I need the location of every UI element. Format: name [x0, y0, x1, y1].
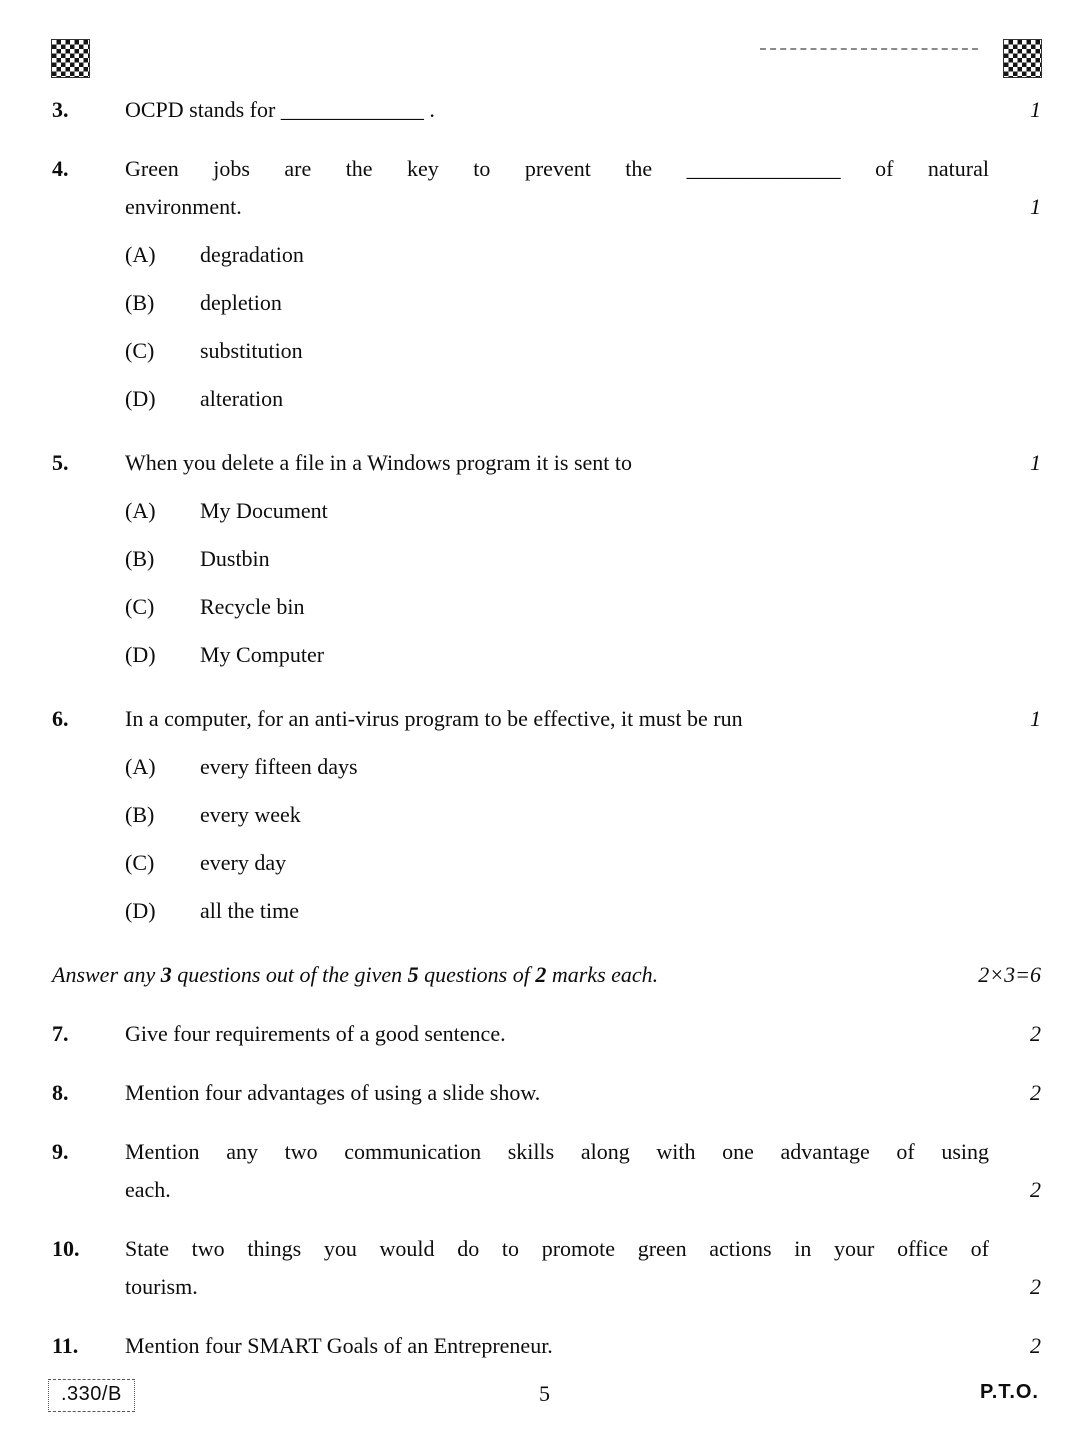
option-label: (A) [125, 242, 156, 267]
option-a [125, 743, 1041, 791]
dashed-tear-line [760, 48, 978, 50]
question-text [125, 1230, 989, 1306]
page-number: 5 [539, 1381, 550, 1406]
option-label: (B) [125, 546, 155, 571]
instruction-marks: 2×3=6 [978, 962, 1041, 987]
option-label: (A) [125, 754, 156, 779]
question-number: 8. [52, 1080, 69, 1105]
question-text-line: tourism. [125, 1274, 198, 1299]
option-text: My Computer [200, 642, 325, 667]
question-number: 7. [52, 1021, 69, 1046]
option-text: Recycle bin [200, 594, 305, 619]
question-number: 9. [52, 1139, 69, 1164]
question-head [52, 1327, 1041, 1365]
question-number: 6. [52, 706, 69, 731]
question-10 [52, 1230, 1041, 1306]
option-label: (A) [125, 498, 156, 523]
option-c [125, 327, 1041, 375]
qr-code-icon [52, 40, 89, 77]
question-text [125, 444, 989, 482]
page-header [52, 40, 1041, 77]
question-marks: 1 [1030, 450, 1041, 475]
question-marks: 1 [1030, 706, 1041, 731]
question-text-line: Give four requirements of a good sentence. [125, 1021, 506, 1046]
question-marks: 2 [1030, 1080, 1041, 1105]
option-label: (C) [125, 594, 155, 619]
question-text [125, 1133, 989, 1209]
question-4 [52, 150, 1041, 423]
question-text [125, 1327, 989, 1365]
options-list [125, 743, 1041, 935]
option-label: (D) [125, 898, 156, 923]
section-instruction [52, 956, 1041, 994]
option-d [125, 887, 1041, 935]
question-text-line: Mention four SMART Goals of an Entrepreneur. [125, 1333, 553, 1358]
option-b [125, 791, 1041, 839]
page-footer [48, 1377, 1041, 1419]
options-list [125, 487, 1041, 679]
question-text-line: State two things you would do to promote green actions in your office of [125, 1236, 989, 1261]
question-7 [52, 1015, 1041, 1053]
question-text-line: environment. [125, 194, 242, 219]
question-head [52, 700, 1041, 738]
question-text-line: OCPD stands for _____________ . [125, 97, 435, 122]
question-text-line: Green jobs are the key to prevent the ______________ of natural [125, 156, 989, 181]
question-text-line: Mention any two communication skills along with one advantage of using [125, 1139, 989, 1164]
question-11 [52, 1327, 1041, 1365]
question-marks: 2 [1030, 1333, 1041, 1358]
option-c [125, 583, 1041, 631]
option-c [125, 839, 1041, 887]
question-text [125, 700, 989, 738]
option-text: substitution [200, 338, 303, 363]
question-9 [52, 1133, 1041, 1209]
option-d [125, 631, 1041, 679]
pto-label: P.T.O. [980, 1381, 1039, 1403]
question-number: 5. [52, 450, 69, 475]
question-marks: 1 [1030, 194, 1041, 219]
option-text: depletion [200, 290, 282, 315]
question-5 [52, 444, 1041, 679]
option-text: every day [200, 850, 287, 875]
question-3 [52, 91, 1041, 129]
option-text: all the time [200, 898, 299, 923]
question-head [52, 150, 1041, 226]
question-8 [52, 1074, 1041, 1112]
question-text-line: each. [125, 1177, 171, 1202]
question-text-line: When you delete a file in a Windows program it is sent to [125, 450, 633, 475]
option-text: Dustbin [200, 546, 270, 571]
option-a [125, 487, 1041, 535]
question-text-line: In a computer, for an anti-virus program to be effective, it must be run [125, 706, 743, 731]
question-head [52, 1074, 1041, 1112]
option-d [125, 375, 1041, 423]
question-head [52, 91, 1041, 129]
option-label: (D) [125, 386, 156, 411]
question-text [125, 1015, 989, 1053]
question-number: 11. [52, 1333, 79, 1358]
question-head [52, 444, 1041, 482]
question-text [125, 150, 989, 226]
option-text: My Document [200, 498, 328, 523]
qr-code-icon [1004, 40, 1041, 77]
question-head [52, 1015, 1041, 1053]
question-number: 10. [52, 1236, 80, 1261]
question-text [125, 91, 989, 129]
options-list [125, 231, 1041, 423]
question-head [52, 1133, 1041, 1209]
question-list [52, 91, 1041, 1365]
question-text [125, 1074, 989, 1112]
instruction-text: Answer any 3 questions out of the given 5 questions of 2 marks each. [52, 962, 659, 987]
question-number: 4. [52, 156, 69, 181]
option-b [125, 535, 1041, 583]
question-marks: 2 [1030, 1021, 1041, 1046]
question-marks: 1 [1030, 97, 1041, 122]
option-text: every week [200, 802, 301, 827]
question-6 [52, 700, 1041, 935]
option-label: (B) [125, 290, 155, 315]
option-label: (B) [125, 802, 155, 827]
question-marks: 2 [1030, 1177, 1041, 1202]
option-label: (C) [125, 850, 155, 875]
question-text-line: Mention four advantages of using a slide show. [125, 1080, 541, 1105]
option-text: every fifteen days [200, 754, 358, 779]
question-marks: 2 [1030, 1274, 1041, 1299]
question-number: 3. [52, 97, 69, 122]
option-label: (D) [125, 642, 156, 667]
option-text: alteration [200, 386, 284, 411]
question-head [52, 1230, 1041, 1306]
option-text: degradation [200, 242, 304, 267]
paper-code: .330/B [48, 1379, 135, 1412]
option-a [125, 231, 1041, 279]
option-b [125, 279, 1041, 327]
option-label: (C) [125, 338, 155, 363]
